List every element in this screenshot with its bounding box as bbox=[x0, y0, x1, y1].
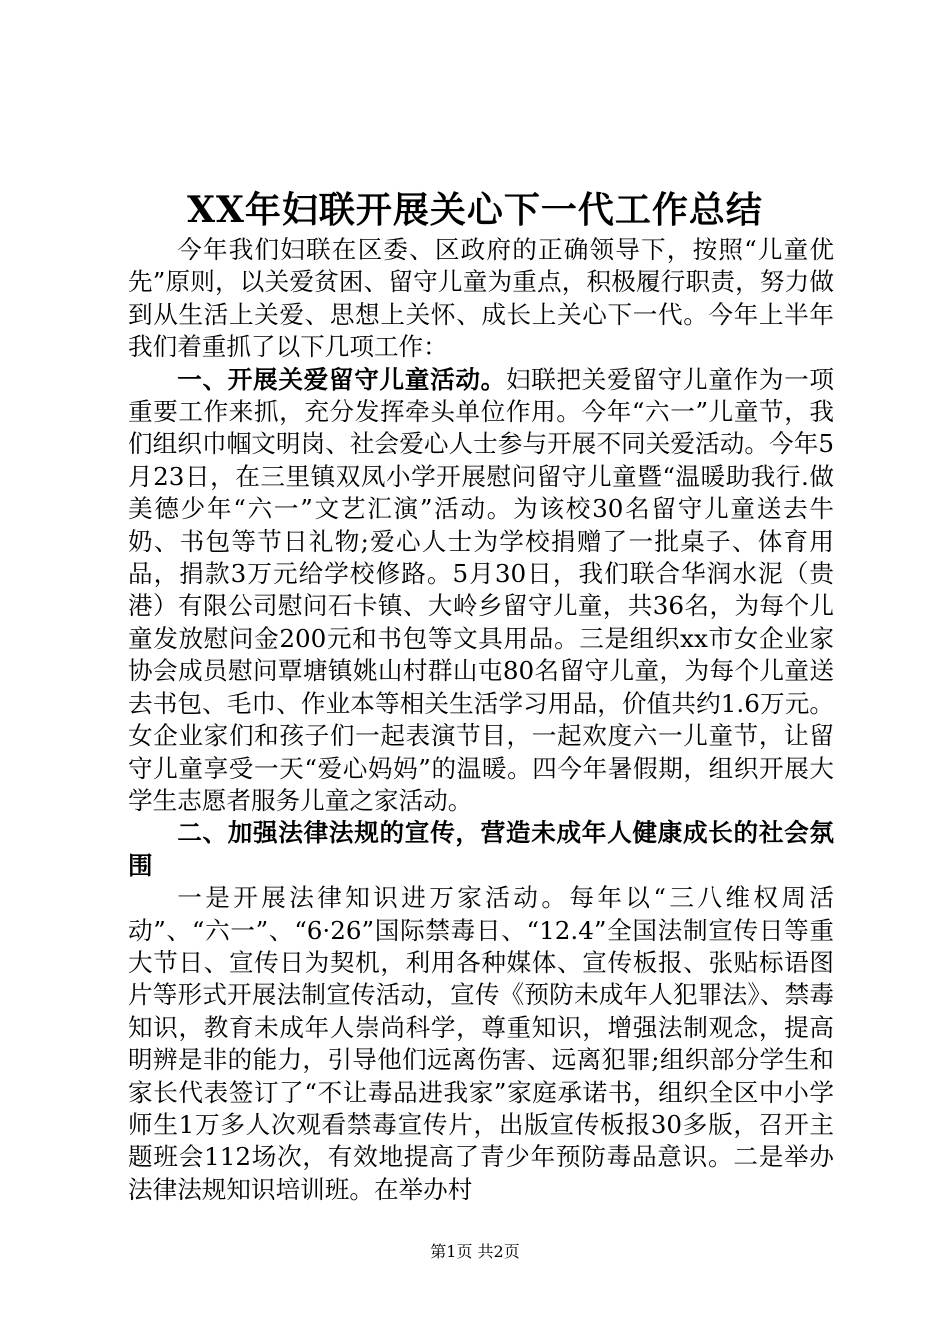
section-2-body: 一是开展法律知识进万家活动。每年以“三八维权周活动”、“六一”、“6·26”国际禁毒日、“12.4”全国法制宣传日等重大节日、宣传日为契机，利用各种媒体、宣传板报、张贴标语图片等形式开展法制宣传活动，宣传《预防未成年人犯罪法》、禁毒知识，教育未成年人崇尚科学，尊重知识，增强法制观念，提高明辨是非的能力，引导他们远离伤害、远离犯罪;组织部分学生和家长代表签订了“不让毒品进我家”家庭承诺书，组织全区中小学师生1万多人次观看禁毒宣传片，出版宣传板报30多版，召开主题班会112场次，有效地提高了青少年预防毒品意识。二是举办法律法规知识培训班。在举办村 bbox=[128, 883, 834, 1204]
document-body bbox=[128, 234, 834, 1206]
section-1-body: 妇联把关爱留守儿童作为一项重要工作来抓，充分发挥牵头单位作用。今年“六一”儿童节，我们组织巾帼文明岗、社会爱心人士参与开展不同关爱活动。今年5月23日，在三里镇双凤小学开展慰问留守儿童暨“温暖助我行.做美德少年“六一”文艺汇演”活动。为该校30名留守儿童送去牛奶、书包等节日礼物;爱心人士为学校捐赠了一批桌子、体育用品，捐款3万元给学校修路。5月30日，我们联合华润水泥（贵港）有限公司慰问石卡镇、大岭乡留守儿童，共36名，为每个儿童发放慰问金200元和书包等文具用品。三是组织xx市女企业家协会成员慰问覃塘镇姚山村群山屯80名留守儿童，为每个儿童送去书包、毛巾、作业本等相关生活学习用品，价值共约1.6万元。女企业家们和孩子们一起表演节目，一起欢度六一儿童节，让留守儿童享受一天“爱心妈妈”的温暖。四今年暑假期，组织开展大学生志愿者服务儿童之家活动。 bbox=[128, 364, 834, 815]
section-1-heading: 一、开展关爱留守儿童活动。 bbox=[177, 364, 506, 394]
intro-paragraph: 今年我们妇联在区委、区政府的正确领导下，按照“儿童优先”原则，以关爱贫困、留守儿童为重点，积极履行职责，努力做到从生活上关爱、思想上关怀、成长上关心下一代。今年上半年我们着重抓了以下几项工作： bbox=[128, 235, 834, 362]
document-title: XX年妇联开展关心下一代工作总结 bbox=[187, 189, 763, 231]
page-footer: 第1页 共2页 bbox=[430, 1242, 520, 1261]
section-1-paragraph bbox=[128, 364, 834, 818]
section-2-heading: 二、加强法律法规的宣传，营造未成年人健康成长的社会氛围 bbox=[128, 818, 834, 880]
